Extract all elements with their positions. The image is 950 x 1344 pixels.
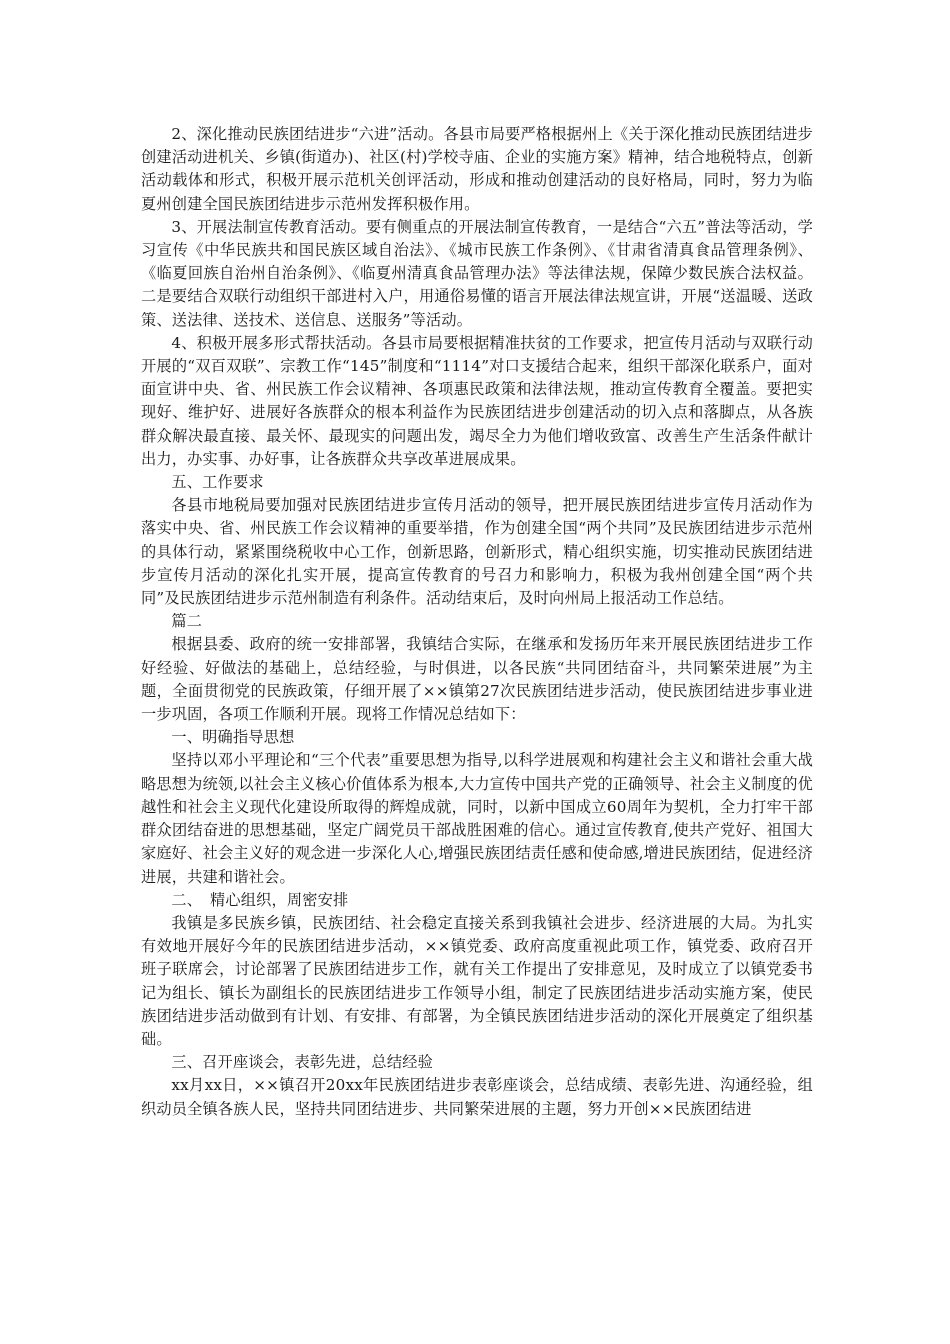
document-body	[141, 123, 813, 1121]
paragraph-item-2: 2、深化推动民族团结进步“六进”活动。各县市局要严格根据州上《关于深化推动民族团结进步创建活动进机关、乡镇(街道办)、社区(村)学校寺庙、企业的实施方案》精神，结合地税特点，创新活动载体和形式，积极开展示范机关创评活动，形成和推动创建活动的良好格局，同时，努力为临夏州创建全国民族团结进步示范州发挥积极作用。	[141, 125, 813, 213]
section-heading-organization: 二、 精心组织，周密安排	[171, 890, 349, 909]
section-heading-guiding-ideology: 一、明确指导思想	[171, 728, 295, 747]
paragraph-item-3: 3、开展法制宣传教育活动。要有侧重点的开展法制宣传教育，一是结合“六五”普法等活动，学习宣传《中华民族共和国民族区域自治法》、《城市民族工作条例》、《甘肃省清真食品管理条例》、《临夏回族自治州自治条例》、《临夏州清真食品管理办法》等法律法规，保障少数民族合法权益。二是要结合双联行动组织干部进村入户，用通俗易懂的语言开展法律法规宣讲，开展“送温暖、送政策、送法律、送技术、送信息、送服务”等活动。	[141, 217, 813, 329]
section-heading-work-requirements: 五、工作要求	[171, 473, 264, 492]
paragraph-guiding-ideology: 坚持以邓小平理论和“三个代表”重要思想为指导,以科学进展观和构建社会主义和谐社会重大战略思想为统领,以社会主义核心价值体系为根本,大力宣传中国共产党的正确领导、社会主义制度的优越性和社会主义现代化建设所取得的辉煌成就，同时，以新中国成立60周年为契机，全力打牢干部群众团结奋进的思想基础，坚定广阔党员干部战胜困难的信心。通过宣传教育,使共产党好、祖国大家庭好、社会主义好的观念进一步深化人心,增强民族团结责任感和使命感,增进民族团结，促进经济进展，共建和谐社会。	[141, 751, 813, 886]
chapter-heading-part-two: 篇二	[171, 612, 203, 631]
paragraph-work-requirements: 各县市地税局要加强对民族团结进步宣传月活动的领导，把开展民族团结进步宣传月活动作为落实中央、省、州民族工作会议精神的重要举措，作为创建全国“两个共同”及民族团结进步示范州的具体行动，紧紧围绕税收中心工作，创新思路，创新形式，精心组织实施，切实推动民族团结进步宣传月活动的深化扎实开展，提高宣传教育的号召力和影响力，积极为我州创建全国“两个共同”及民族团结进步示范州制造有利条件。活动结束后，及时向州局上报活动工作总结。	[141, 496, 813, 608]
paragraph-item-4: 4、积极开展多形式帮扶活动。各县市局要根据精准扶贫的工作要求，把宣传月活动与双联行动开展的“双百双联”、宗教工作“145”制度和“1114”对口支援结合起来，组织干部深化联系户，面对面宣讲中央、省、州民族工作会议精神、各项惠民政策和法律法规，推动宣传教育全覆盖。要把实现好、维护好、进展好各族群众的根本利益作为民族团结进步创建活动的切入点和落脚点，从各族群众解决最直接、最关怀、最现实的问题出发，竭尽全力为他们增收致富、改善生产生活条件献计出力，办实事、办好事，让各族群众共享改革进展成果。	[141, 333, 813, 468]
paragraph-intro-part-two: 根据县委、政府的统一安排部署，我镇结合实际，在继承和发扬历年来开展民族团结进步工作好经验、好做法的基础上，总结经验，与时俱进，以各民族“共同团结奋斗，共同繁荣进展”为主题，全面贯彻党的民族政策，仔细开展了××镇第27次民族团结进步活动，使民族团结进步事业进一步巩固，各项工作顺利开展。现将工作情况总结如下：	[141, 635, 813, 724]
paragraph-symposium: xx月xx日，××镇召开20xx年民族团结进步表彰座谈会，总结成绩、表彰先进、沟通经验，组织动员全镇各族人民，坚持共同团结进步、共同繁荣进展的主题，努力开创××民族团结进	[141, 1076, 813, 1118]
section-heading-symposium: 三、召开座谈会，表彰先进，总结经验	[171, 1053, 433, 1072]
paragraph-organization: 我镇是多民族乡镇，民族团结、社会稳定直接关系到我镇社会进步、经济进展的大局。为扎实有效地开展好今年的民族团结进步活动，××镇党委、政府高度重视此项工作，镇党委、政府召开班子联席会，讨论部署了民族团结进步工作，就有关工作提出了安排意见，及时成立了以镇党委书记为组长、镇长为副组长的民族团结进步工作领导小组，制定了民族团结进步活动实施方案，使民族团结进步活动做到有计划、有安排、有部署，为全镇民族团结进步活动的深化开展奠定了组织基础。	[141, 913, 813, 1048]
